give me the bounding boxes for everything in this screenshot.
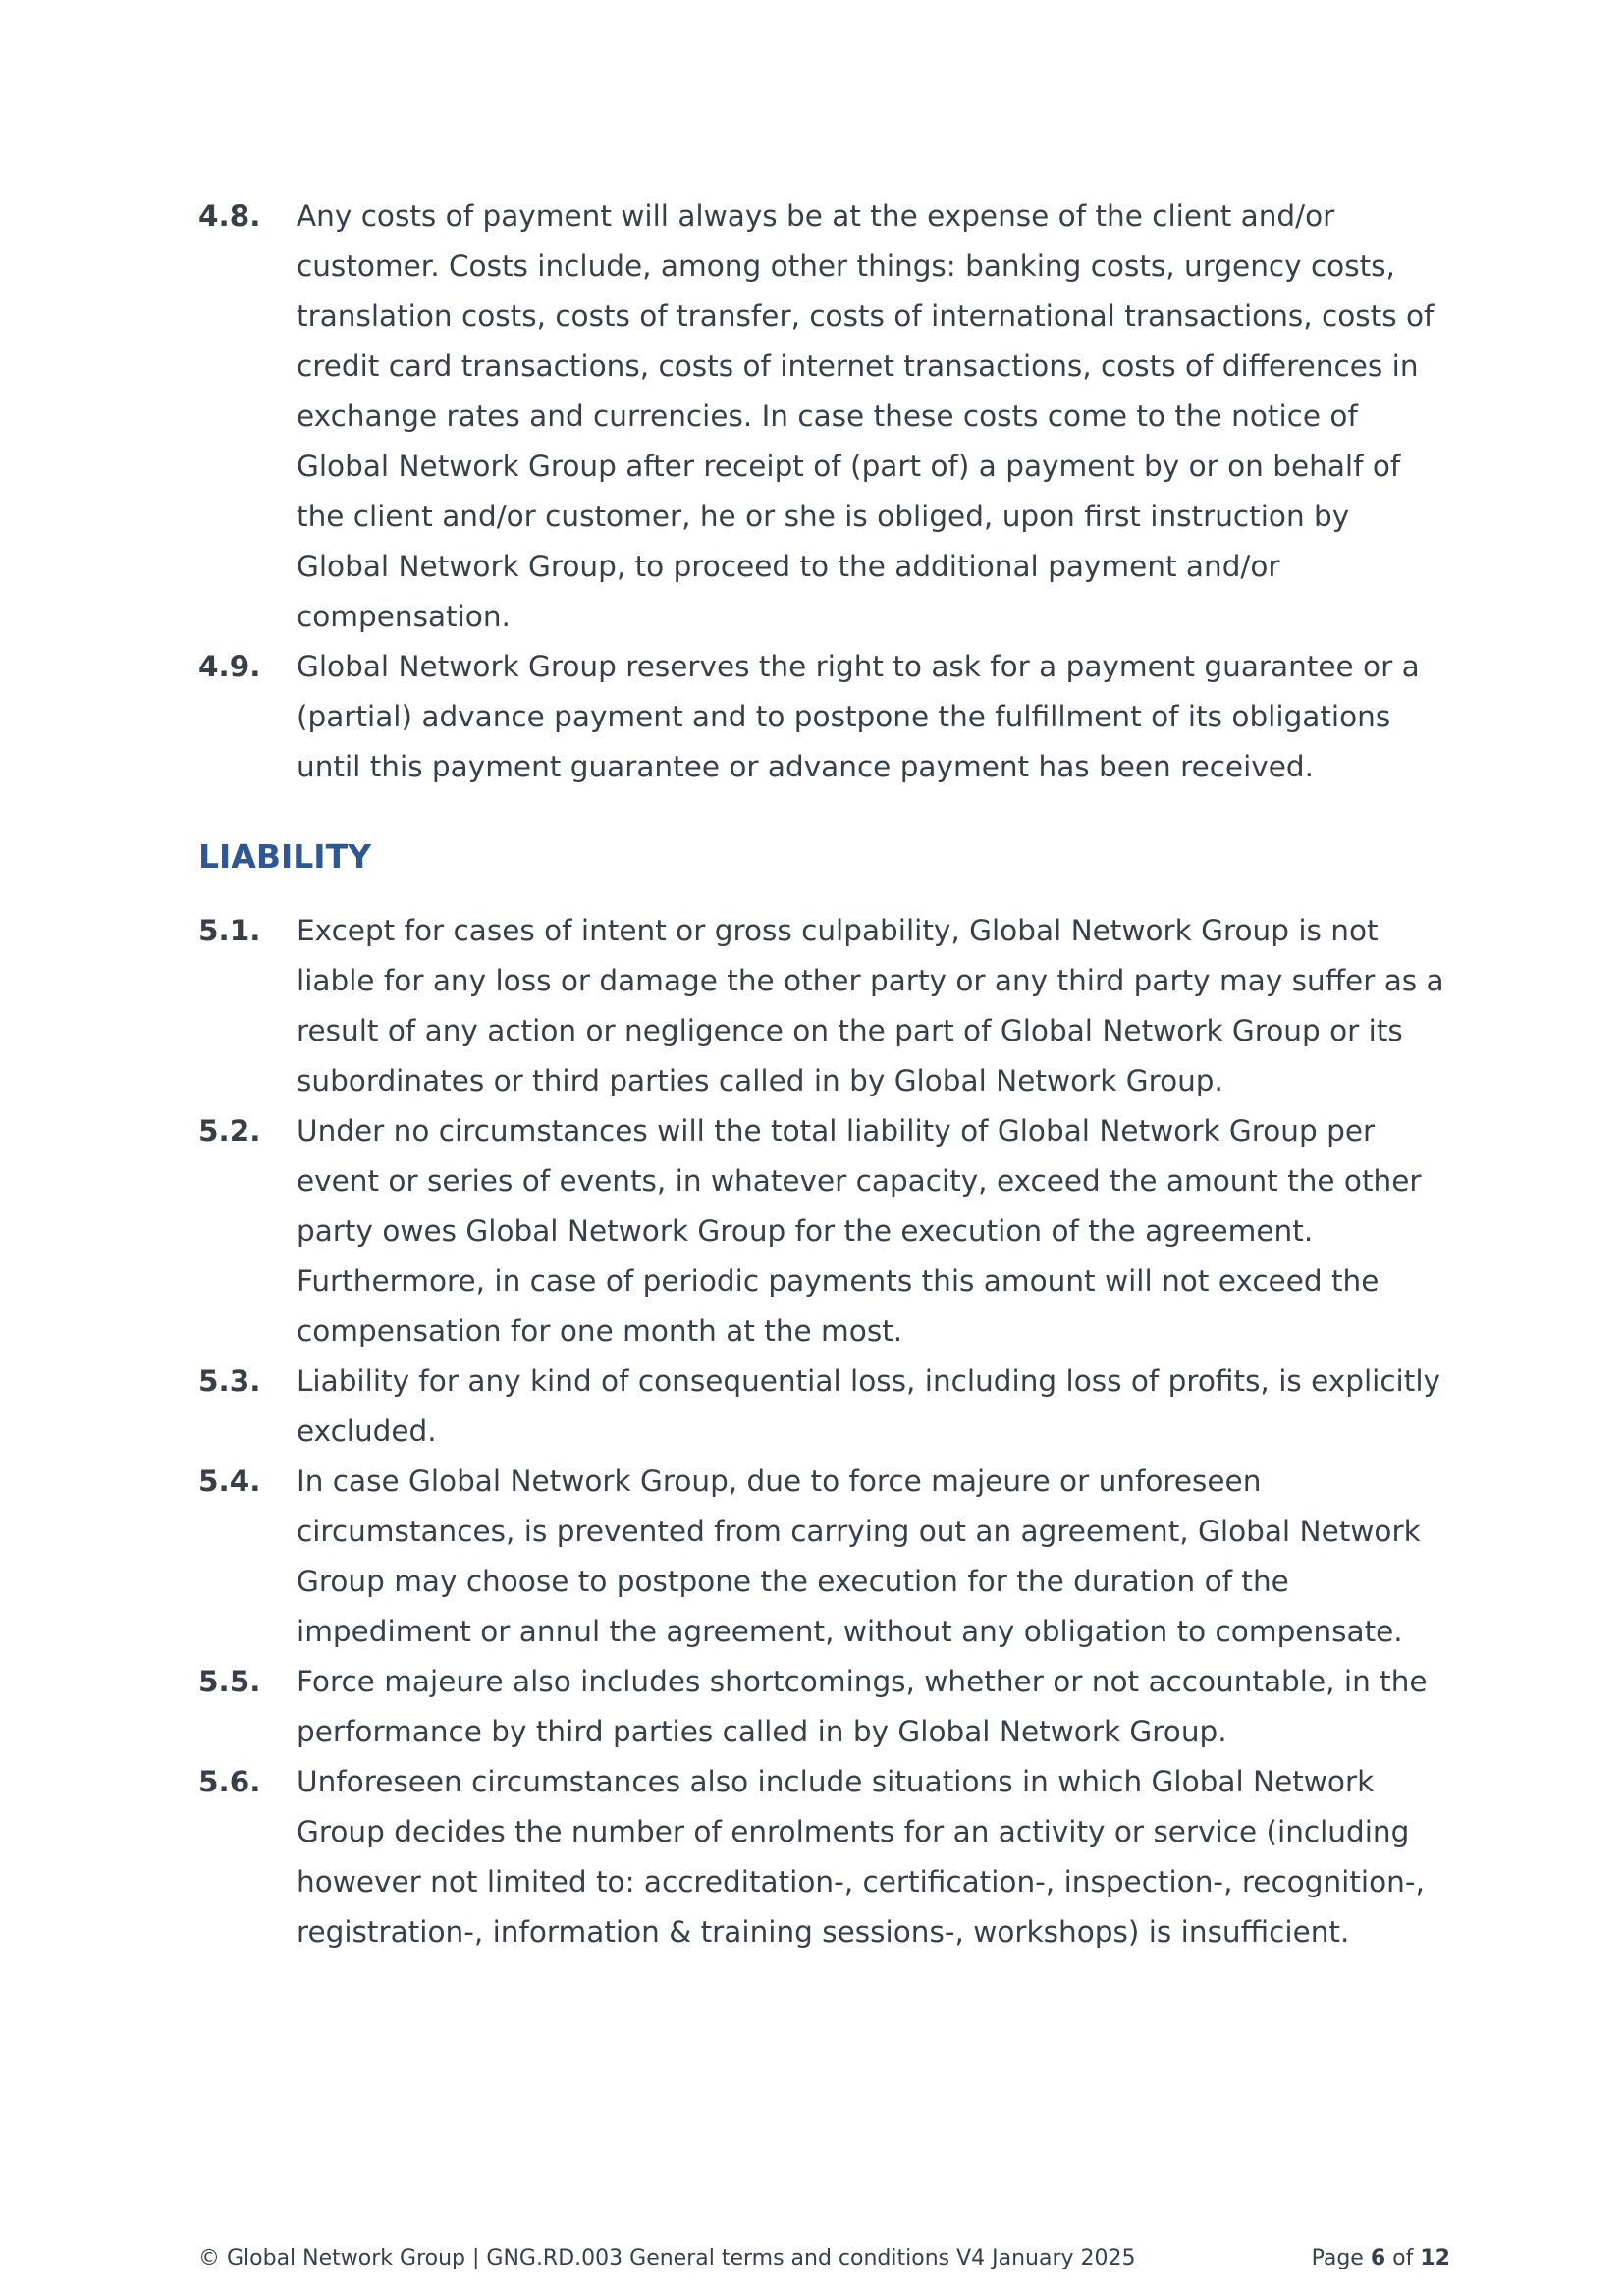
- clause-text: In case Global Network Group, due to force majeure or unforeseen circumstances, is prevented from carrying out an agreement, Global Network Group may choose to postpone the execution for the duration of the impediment or annul the agreement, without any obligation to compensate.: [297, 1465, 1421, 1648]
- clause-5-6: [198, 1757, 1450, 1957]
- clause-number: 5.2.: [198, 1114, 261, 1148]
- clause-text: Liability for any kind of consequential loss, including loss of profits, is explicitly excluded.: [297, 1364, 1440, 1448]
- clause-number: 5.5.: [198, 1665, 261, 1698]
- clause-number: 5.3.: [198, 1364, 261, 1398]
- clause-number: 4.9.: [198, 650, 261, 683]
- clause-5-4: [198, 1457, 1450, 1657]
- clause-5-1: [198, 906, 1450, 1106]
- clause-5-3: [198, 1357, 1450, 1457]
- clause-text: Any costs of payment will always be at the expense of the client and/or customer. Costs include, among other things: banking costs, urgency costs, translation costs, costs of transfer, costs of international transactions, costs of credit card transactions, costs of internet transactions, costs of differences in exchange rates and currencies. In case these costs come to the notice of Global Network Group after receipt of (part of) a payment by or on behalf of the client and/or customer, he or she is obliged, upon first instruction by Global Network Group, to proceed to the additional payment and/or compensation.: [297, 199, 1435, 633]
- clause-text: Global Network Group reserves the right to ask for a payment guarantee or a (partial) advance payment and to postpone the fulfillment of its obligations until this payment guarantee or advance payment has been received.: [297, 650, 1420, 783]
- clause-text: Except for cases of intent or gross culpability, Global Network Group is not liable for any loss or damage the other party or any third party may suffer as a result of any action or negligence on the part of Global Network Group or its subordinates or third parties called in by Global Network Group.: [297, 914, 1444, 1097]
- clause-4-8: [198, 191, 1450, 642]
- footer-document-info: © Global Network Group | GNG.RD.003 General terms and conditions V4 January 2025: [198, 2246, 1136, 2270]
- page-content: [198, 191, 1450, 1957]
- clause-5-2: [198, 1106, 1450, 1357]
- clause-number: 5.6.: [198, 1765, 261, 1798]
- clause-4-9: [198, 642, 1450, 792]
- clause-number: 4.8.: [198, 199, 261, 233]
- clause-number: 5.1.: [198, 914, 261, 947]
- page-of-label: of: [1392, 2246, 1414, 2270]
- page-label: Page: [1311, 2246, 1364, 2270]
- clause-5-5: [198, 1657, 1450, 1757]
- page-current: 6: [1370, 2246, 1386, 2270]
- clause-number: 5.4.: [198, 1465, 261, 1498]
- clause-text: Force majeure also includes shortcomings, whether or not accountable, in the performance by third parties called in by Global Network Group.: [297, 1665, 1428, 1748]
- footer-page-number: [1312, 2245, 1450, 2272]
- clause-text: Unforeseen circumstances also include situations in which Global Network Group decides the number of enrolments for an activity or service (including however not limited to: accreditation-, certification-, inspection-, recognition-, registration-, information & training sessions-, workshops) is insufficient.: [297, 1765, 1425, 1949]
- section-heading-liability: LIABILITY: [198, 837, 371, 876]
- clause-text: Under no circumstances will the total liability of Global Network Group per event or series of events, in whatever capacity, exceed the amount the other party owes Global Network Group for the execution of the agreement. Furthermore, in case of periodic payments this amount will not exceed the compensation for one month at the most.: [297, 1114, 1422, 1348]
- page-total: 12: [1420, 2246, 1450, 2270]
